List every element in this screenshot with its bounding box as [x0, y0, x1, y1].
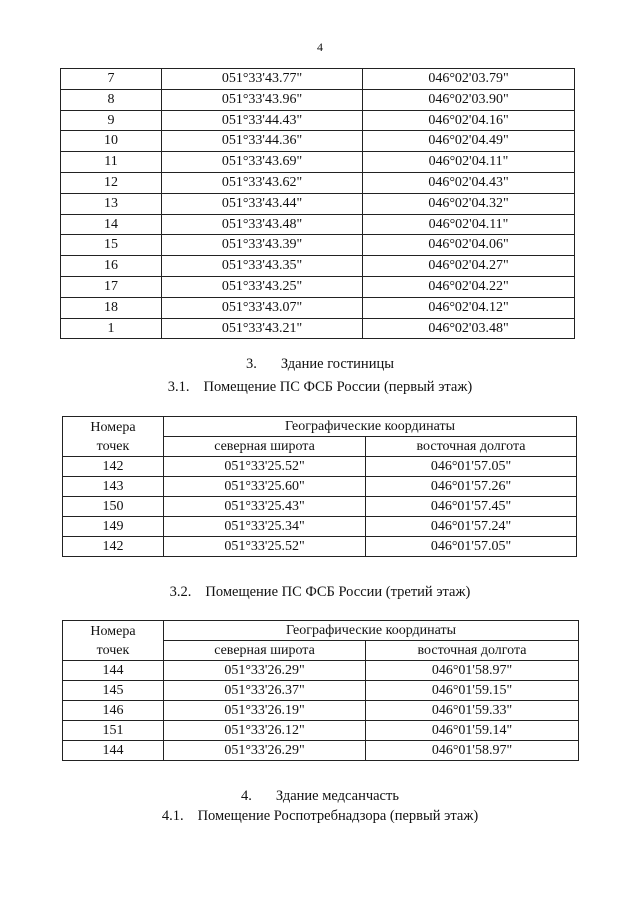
point-number-cell: 9 — [61, 110, 162, 131]
north-latitude-cell: 051°33'25.52" — [164, 457, 366, 477]
section-title: Здание гостиницы — [280, 356, 394, 372]
east-longitude-cell: 046°02'04.22" — [363, 276, 575, 297]
header-point-numbers-line2: точек — [96, 438, 130, 454]
point-number-cell: 7 — [61, 69, 162, 90]
point-number-cell: 144 — [63, 661, 164, 681]
point-number-cell: 142 — [63, 537, 164, 557]
point-number-cell: 150 — [63, 497, 164, 517]
table-row — [63, 721, 579, 741]
subsection-number: 3.2. — [169, 584, 192, 600]
table-row — [63, 517, 577, 537]
table-row — [61, 193, 575, 214]
header-point-numbers-line1: Номера — [90, 623, 136, 639]
east-longitude-cell: 046°02'04.43" — [363, 172, 575, 193]
east-longitude-cell: 046°02'03.48" — [363, 318, 575, 339]
table-row — [61, 172, 575, 193]
point-number-cell: 1 — [61, 318, 162, 339]
east-longitude-cell: 046°02'04.32" — [363, 193, 575, 214]
point-number-cell: 151 — [63, 721, 164, 741]
north-latitude-cell: 051°33'43.07" — [162, 297, 363, 318]
table-row — [61, 131, 575, 152]
header-point-numbers-line2: точек — [96, 642, 130, 658]
north-latitude-cell: 051°33'43.21" — [162, 318, 363, 339]
east-longitude-cell: 046°02'04.11" — [363, 152, 575, 173]
point-number-cell: 142 — [63, 457, 164, 477]
east-longitude-cell: 046°01'57.45" — [366, 497, 577, 517]
point-number-cell: 10 — [61, 131, 162, 152]
subsection-heading-fsb-third-floor — [0, 584, 640, 601]
table-row — [61, 276, 575, 297]
section-heading-hotel — [0, 356, 640, 373]
point-number-cell: 144 — [63, 741, 164, 761]
point-number-cell: 149 — [63, 517, 164, 537]
point-number-cell: 146 — [63, 701, 164, 721]
north-latitude-cell: 051°33'43.25" — [162, 276, 363, 297]
coordinates-table-fsb-third-floor — [62, 620, 579, 761]
table-row — [63, 661, 579, 681]
section-title: Здание медсанчасть — [275, 788, 399, 804]
east-longitude-cell: 046°02'04.11" — [363, 214, 575, 235]
north-latitude-cell: 051°33'25.43" — [164, 497, 366, 517]
point-number-cell: 11 — [61, 152, 162, 173]
point-number-cell: 143 — [63, 477, 164, 497]
table-row — [63, 537, 577, 557]
point-number-cell: 18 — [61, 297, 162, 318]
point-number-cell: 15 — [61, 235, 162, 256]
table-row — [61, 297, 575, 318]
point-number-cell: 16 — [61, 256, 162, 277]
north-latitude-cell: 051°33'43.69" — [162, 152, 363, 173]
east-longitude-cell: 046°02'03.79" — [363, 69, 575, 90]
table-row — [61, 89, 575, 110]
east-longitude-cell: 046°02'04.06" — [363, 235, 575, 256]
point-number-cell: 17 — [61, 276, 162, 297]
east-longitude-cell: 046°02'03.90" — [363, 89, 575, 110]
north-latitude-cell: 051°33'26.29" — [164, 661, 366, 681]
north-latitude-cell: 051°33'43.48" — [162, 214, 363, 235]
north-latitude-cell: 051°33'43.39" — [162, 235, 363, 256]
subsection-title: Помещение ПС ФСБ России (третий этаж) — [205, 584, 471, 600]
east-longitude-cell: 046°01'59.33" — [366, 701, 579, 721]
north-latitude-cell: 051°33'25.34" — [164, 517, 366, 537]
header-geographic-coordinates: Географические координаты — [164, 417, 577, 437]
east-longitude-cell: 046°02'04.49" — [363, 131, 575, 152]
section-heading-medical-unit — [0, 788, 640, 805]
header-east-longitude: восточная долгота — [366, 437, 577, 457]
point-number-cell: 12 — [61, 172, 162, 193]
table-header-row — [63, 417, 577, 437]
section-number: 4. — [241, 788, 252, 804]
north-latitude-cell: 051°33'43.96" — [162, 89, 363, 110]
east-longitude-cell: 046°01'57.05" — [366, 457, 577, 477]
east-longitude-cell: 046°02'04.16" — [363, 110, 575, 131]
north-latitude-cell: 051°33'43.77" — [162, 69, 363, 90]
point-number-cell: 14 — [61, 214, 162, 235]
north-latitude-cell: 051°33'25.52" — [164, 537, 366, 557]
table-row — [61, 235, 575, 256]
north-latitude-cell: 051°33'25.60" — [164, 477, 366, 497]
subsection-heading-rospotrebnadzor — [0, 808, 640, 825]
east-longitude-cell: 046°01'59.15" — [366, 681, 579, 701]
point-number-cell: 13 — [61, 193, 162, 214]
coordinates-table-fsb-first-floor — [62, 416, 577, 557]
table-row — [61, 110, 575, 131]
page-number: 4 — [317, 40, 323, 54]
east-longitude-cell: 046°01'57.24" — [366, 517, 577, 537]
header-point-numbers-line1: Номера — [90, 419, 136, 435]
east-longitude-cell: 046°02'04.27" — [363, 256, 575, 277]
subsection-heading-fsb-first-floor — [0, 379, 640, 396]
east-longitude-cell: 046°01'58.97" — [366, 741, 579, 761]
subsection-title: Помещение Роспотребнадзора (первый этаж) — [197, 808, 479, 824]
table-row — [61, 256, 575, 277]
header-north-latitude: северная широта — [164, 437, 366, 457]
header-east-longitude: восточная долгота — [366, 641, 579, 661]
subsection-number: 3.1. — [167, 379, 190, 395]
header-geographic-coordinates: Географические координаты — [164, 621, 579, 641]
east-longitude-cell: 046°01'57.05" — [366, 537, 577, 557]
subsection-title: Помещение ПС ФСБ России (первый этаж) — [203, 379, 473, 395]
east-longitude-cell: 046°01'58.97" — [366, 661, 579, 681]
table-header-row — [63, 621, 579, 641]
north-latitude-cell: 051°33'44.36" — [162, 131, 363, 152]
coordinates-table-continued — [60, 68, 575, 339]
table-body — [63, 457, 577, 557]
north-latitude-cell: 051°33'43.44" — [162, 193, 363, 214]
table-body — [61, 69, 575, 339]
table-row — [63, 741, 579, 761]
table-row — [63, 681, 579, 701]
table-row — [61, 318, 575, 339]
north-latitude-cell: 051°33'44.43" — [162, 110, 363, 131]
section-number: 3. — [246, 356, 257, 372]
header-point-numbers — [63, 417, 164, 457]
east-longitude-cell: 046°01'57.26" — [366, 477, 577, 497]
point-number-cell: 8 — [61, 89, 162, 110]
north-latitude-cell: 051°33'26.29" — [164, 741, 366, 761]
east-longitude-cell: 046°02'04.12" — [363, 297, 575, 318]
header-north-latitude: северная широта — [164, 641, 366, 661]
table-row — [63, 457, 577, 477]
north-latitude-cell: 051°33'26.37" — [164, 681, 366, 701]
header-point-numbers — [63, 621, 164, 661]
north-latitude-cell: 051°33'26.19" — [164, 701, 366, 721]
table-row — [63, 701, 579, 721]
north-latitude-cell: 051°33'43.62" — [162, 172, 363, 193]
table-row — [61, 214, 575, 235]
table-row — [61, 152, 575, 173]
point-number-cell: 145 — [63, 681, 164, 701]
north-latitude-cell: 051°33'26.12" — [164, 721, 366, 741]
table-body — [63, 661, 579, 761]
table-row — [63, 497, 577, 517]
north-latitude-cell: 051°33'43.35" — [162, 256, 363, 277]
subsection-number: 4.1. — [161, 808, 184, 824]
table-row — [61, 69, 575, 90]
table-row — [63, 477, 577, 497]
east-longitude-cell: 046°01'59.14" — [366, 721, 579, 741]
